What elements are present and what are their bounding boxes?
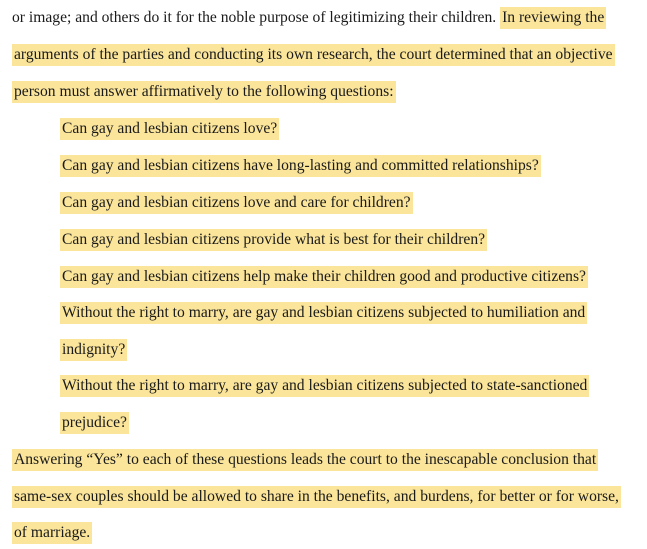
- highlighted-question: Without the right to marry, are gay and lesbian citizens subjected to humiliation and: [60, 302, 587, 324]
- highlighted-question: Can gay and lesbian citizens love and care for children?: [60, 192, 413, 214]
- highlighted-text: arguments of the parties and conducting its own research, the court determined that an objective: [12, 44, 615, 66]
- highlighted-text: of marriage.: [12, 522, 92, 544]
- question-line: [60, 302, 587, 324]
- conclusion-line: [12, 486, 621, 508]
- text-line-3: [12, 81, 396, 103]
- highlighted-text: person must answer affirmatively to the following questions:: [12, 81, 396, 103]
- question-line: [60, 412, 129, 434]
- question-line: [60, 118, 279, 140]
- question-line: [60, 192, 413, 214]
- question-line: [60, 155, 541, 177]
- conclusion-line: [12, 449, 598, 471]
- highlighted-text: same-sex couples should be allowed to share in the benefits, and burdens, for better or for worse,: [12, 486, 621, 508]
- highlighted-question: Without the right to marry, are gay and lesbian citizens subjected to state-sanctioned: [60, 375, 589, 397]
- text-line-2: [12, 44, 615, 66]
- question-line: [60, 266, 588, 288]
- question-line: [60, 339, 127, 361]
- question-line: [60, 229, 487, 251]
- highlighted-question: Can gay and lesbian citizens help make their children good and productive citizens?: [60, 266, 588, 288]
- highlighted-question: indignity?: [60, 339, 127, 361]
- highlighted-text: Answering “Yes” to each of these questions leads the court to the inescapable conclusion that: [12, 449, 598, 471]
- highlighted-question: prejudice?: [60, 412, 129, 434]
- intro-plain-text: or image; and others do it for the noble purpose of legitimizing their children.: [12, 9, 497, 26]
- conclusion-line: [12, 522, 92, 544]
- highlighted-question: Can gay and lesbian citizens love?: [60, 118, 279, 140]
- highlighted-question: Can gay and lesbian citizens provide what is best for their children?: [60, 229, 487, 251]
- question-line: [60, 375, 589, 397]
- highlighted-question: Can gay and lesbian citizens have long-lasting and committed relationships?: [60, 155, 541, 177]
- highlighted-text: In reviewing the: [500, 7, 606, 29]
- text-line-1: [12, 7, 606, 29]
